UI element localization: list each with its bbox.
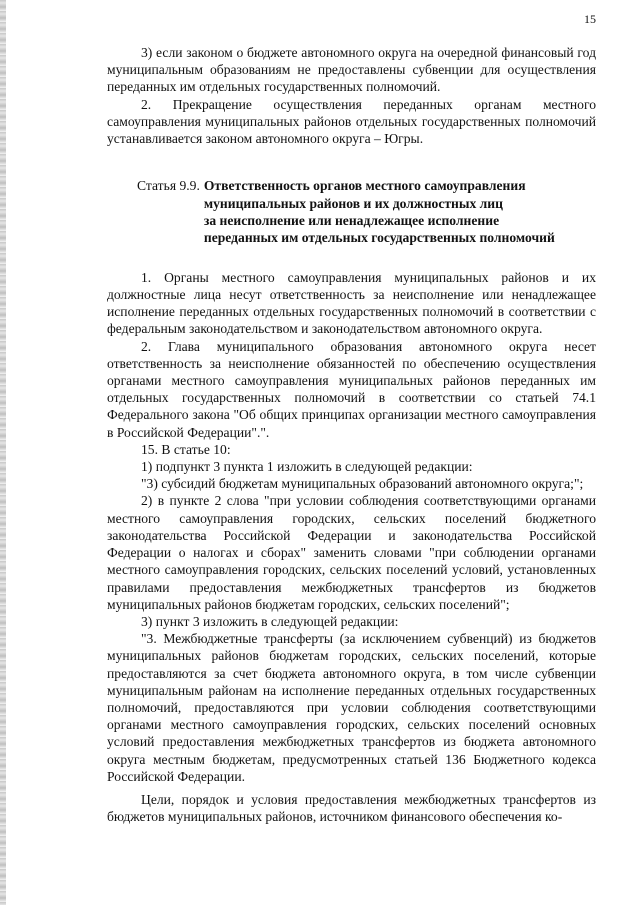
paragraph: "3. Межбюджетные трансферты (за исключением субвенций) из бюджетов муниципальных районов бюджетам городских, сельских поселений, которые предоставляются за счет бюджета автономного округа, в том числе субвенции муниципальным районам на исполнение переданных отдельных государственных полномочий, предоставляются при условии соблюдения соответствующими органами местного самоуправления городских, сельских поселений основных условий предоставления межбюджетных трансфертов из бюджета автономного округа местным бюджетам, предусмотренных статьей 136 Бюджетного кодекса Российской Федерации.: [107, 631, 596, 784]
paragraph: 3) пункт 3 изложить в следующей редакции:: [141, 613, 399, 629]
paragraph: 3) если законом о бюджете автономного округа на очередной финансовый год муниципальным образованиям не предоставлены субвенции для осуществления переданных им отдельных государственных полномочий.: [107, 45, 596, 95]
article-heading: [107, 177, 596, 247]
scan-edge-artifact: [0, 0, 6, 905]
article-title-line: за неисполнение или ненадлежащее исполнение: [203, 213, 500, 229]
paragraph: 2. Прекращение осуществления переданных органам местного самоуправления муниципальных районов отдельных государственных полномочий устанавливается законом автономного округа – Югры.: [107, 96, 596, 147]
paragraph: 15. В статье 10:: [141, 441, 231, 457]
paragraph: 1) подпункт 3 пункта 1 изложить в следующей редакции:: [141, 459, 473, 475]
page-number: 15: [584, 12, 596, 26]
paragraph: "3) субсидий бюджетам муниципальных образований автономного округа;";: [141, 476, 584, 492]
article-title-line: переданных им отдельных государственных полномочий: [203, 230, 555, 246]
document-body: [107, 44, 596, 825]
paragraph: 2) в пункте 2 слова "при условии соблюдения соответствующими органами местного самоуправления городских, сельских поселений бюджетного законодательства Российской Федерации и законодательства Российской Федерации о налогах и сборах" заменить словами "при соблюдении органами местного самоуправления городских, сельских поселений условий, установленных правилами предоставления межбюджетных трансфертов из бюджетов муниципальных районов бюджетам городских, сельских поселений";: [107, 493, 596, 612]
article-title-line: муниципальных районов и их должностных лиц: [203, 195, 503, 211]
article-number: Статья 9.9.: [137, 178, 200, 194]
paragraph: 2. Глава муниципального образования автономного округа несет ответственность за неисполнение обязанностей по обеспечению осуществления органами местного самоуправления муниципальных районов переданных им отдельных государственных полномочий в соответствии со статьей 74.1 Федерального закона "Об общих принципах организации местного самоуправления в Российской Федерации".".: [107, 338, 596, 440]
paragraph: Цели, порядок и условия предоставления межбюджетных трансфертов из бюджетов муниципальных районов, источником финансового обеспечения ко-: [107, 791, 596, 825]
article-title: [200, 177, 555, 247]
paragraph: 1. Органы местного самоуправления муниципальных районов и их должностные лица несут ответственность за неисполнение или ненадлежащее исполнение переданных отдельных государственных полномочий в соответствии с федеральным законодательством и законодательством автономного округа.: [107, 269, 596, 337]
article-title-line: Ответственность органов местного самоуправления: [203, 178, 526, 194]
